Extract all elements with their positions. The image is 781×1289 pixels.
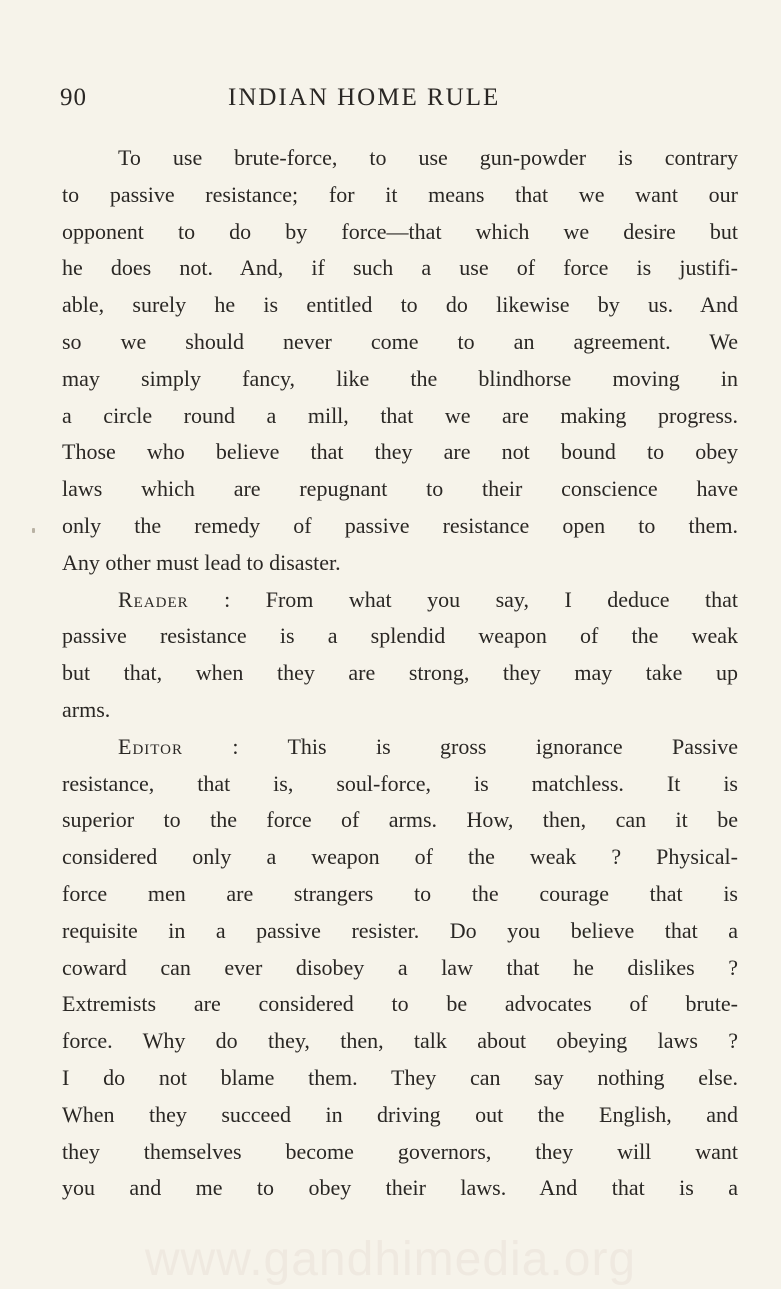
text-line: resistance, that is, soul-force, is matchless. It is: [62, 770, 738, 796]
text-line: force. Why do they, then, talk about obeying laws ?: [62, 1028, 738, 1054]
text-line: only the remedy of passive resistance open to them.: [62, 512, 738, 538]
text-line: Any other must lead to disaster.: [62, 549, 341, 575]
text-line: they themselves become governors, they will want: [62, 1138, 738, 1164]
page-number: 90: [60, 84, 87, 111]
text-line: superior to the force of arms. How, then, can it be: [62, 807, 738, 833]
text-line: to passive resistance; for it means that we want our: [62, 181, 738, 207]
text-line: force men are strangers to the courage that is: [62, 880, 738, 906]
text-line: Those who believe that they are not bound to obey: [62, 439, 738, 465]
text-line: arms.: [62, 696, 111, 722]
text-line: may simply fancy, like the blindhorse moving in: [62, 365, 738, 391]
text-line: coward can ever disobey a law that he dislikes ?: [62, 954, 738, 980]
running-title: INDIAN HOME RULE: [228, 84, 501, 111]
text-line: opponent to do by force—that which we desire but: [62, 218, 738, 244]
body-text: [62, 140, 738, 1207]
text-line: requisite in a passive resister. Do you believe that a: [62, 917, 738, 943]
text-line: Extremists are considered to be advocates of brute-: [62, 991, 738, 1017]
text-line: but that, when they are strong, they may take up: [62, 660, 738, 686]
editor-line: [62, 729, 738, 766]
reader-text: : From what you say, I deduce that: [224, 586, 739, 612]
reader-line: [62, 582, 738, 619]
watermark: www.gandhimedia.org: [144, 1233, 637, 1286]
text-line: laws which are repugnant to their conscience have: [62, 476, 738, 502]
running-head: [60, 84, 740, 118]
text-line: so we should never come to an agreement. We: [62, 328, 738, 354]
text-line: you and me to obey their laws. And that is a: [62, 1175, 738, 1201]
paper-speck: [32, 528, 35, 533]
text-line: passive resistance is a splendid weapon of the weak: [62, 623, 738, 649]
text-line: able, surely he is entitled to do likewise by us. And: [62, 292, 738, 318]
text-line: a circle round a mill, that we are making progress.: [62, 402, 738, 428]
editor-text: : This is gross ignorance Passive: [232, 733, 739, 759]
text-line: To use brute-force, to use gun-powder is contrary: [118, 145, 738, 170]
text-line: he does not. And, if such a use of force is justifi-: [62, 255, 738, 281]
editor-speaker: Editor: [118, 733, 183, 759]
reader-speaker: Reader: [118, 586, 189, 612]
text-line: considered only a weapon of the weak ? Physical-: [62, 844, 738, 870]
text-line: When they succeed in driving out the English, and: [62, 1101, 738, 1127]
text-line: I do not blame them. They can say nothing else.: [62, 1064, 738, 1090]
